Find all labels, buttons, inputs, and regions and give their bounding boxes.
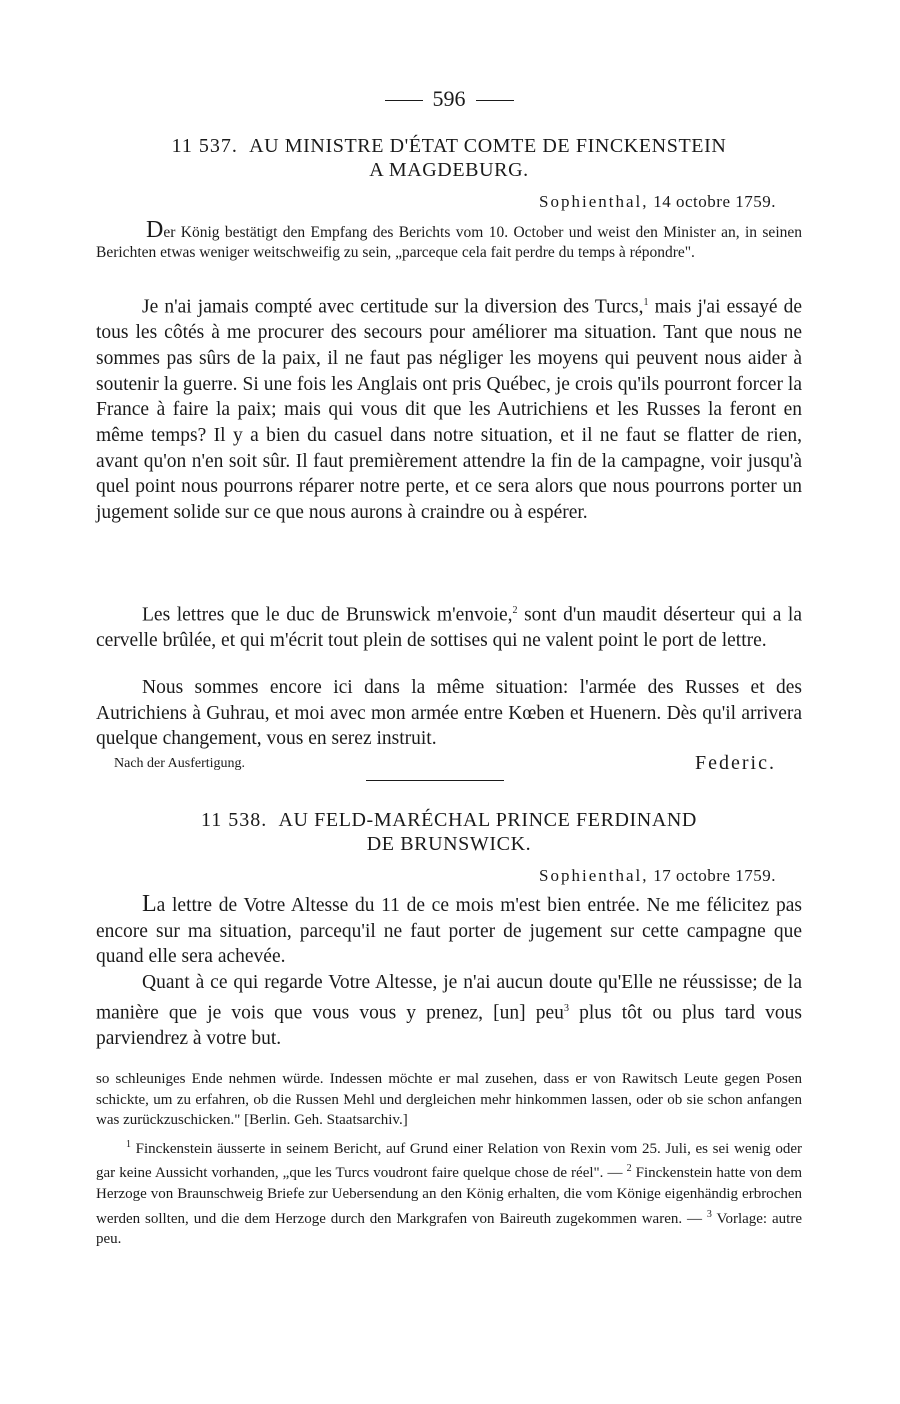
letter-2-paragraph-1-text: a lettre de Votre Altesse du 11 de ce mois m'est bien entrée. Ne me félicitez pas encore sur ma situation, parcequ'il ne faut porter de jugement sur cette campagne que quand elle sera achevée. [96, 895, 802, 968]
letter-1-summary-text: er König bestätigt den Empfang des Berichts vom 10. October und weist den Minister an, in seinen Berichten etwas weniger weitschweifig zu sein, „parceque cela fait perdre du temps à répondre". [96, 224, 802, 261]
letter-2-title-line1: AU FELD-MARÉCHAL PRINCE FERDINAND [278, 809, 697, 831]
letter-1-heading [96, 134, 802, 182]
letter-1-summary-initial: D [146, 217, 164, 243]
letter-1-paragraph-1-b: mais j'ai essayé de tous les côtés à me procurer des secours pour améliorer ma situation. Tant que nous ne sommes pas sûrs de la paix, il ne faut pas négliger les moyens qui peuvent nous aider à soutenir la guerre. Si une fois les Anglais ont pris Québec, je crois qu'ils pourront forcer la France à faire la paix; mais qui vous dit que les Autrichiens et les Russes la feront en même temps? Il y a bien du casuel dans notre situation, et il ne faut se flatter de rien, avant qu'on n'en soit sûr. Il faut premièrement attendre la fin de la campagne, voir jusqu'à quel point nous pourrons réparer notre perte, et ce sera alors que nous pourrons porter un jugement solide sur ce que nous aurons à craindre ou à espérer. [96, 296, 802, 524]
footnote-3-mark: 3 [706, 1208, 712, 1220]
letter-2-paragraph-2-a: Quant à ce qui regarde Votre Altesse, je n'ai aucun doute qu'Elle ne réussisse; de la manière que je vois que vous vous y prenez, [un] peu [96, 972, 802, 1024]
letter-1-paragraph-3: Nous sommes encore ici dans la même situation: l'armée des Russes et des Autrichiens à Guhrau, et moi avec mon armée entre Kœben et Huenern. Dès qu'il arrivera quelque changement, vous en serez instruit. [96, 677, 802, 750]
letter-2-paragraph-1 [96, 892, 802, 970]
letter-1-date: 14 octobre 1759. [653, 192, 776, 211]
letter-2-place: Sophienthal, [539, 866, 649, 885]
letter-2-paragraph-2 [96, 970, 802, 1052]
footnote-continuation: so schleuniges Ende nehmen würde. Indessen möchte er mal zusehen, dass er von Rawitsch Leute gegen Posen schickte, um zu erfahren, ob die Russen Mehl und dergleichen mehr hinkommen lassen, oder ob sie schon anfangen was zurückzuschicken." [Berlin. Geh. Staatsarchiv.] [96, 1071, 802, 1129]
letter-1-title-line1: AU MINISTRE D'ÉTAT COMTE DE FINCKENSTEIN [249, 135, 727, 157]
letter-1-paragraph-1-a: Je n'ai jamais compté avec certitude sur la diversion des Turcs, [142, 296, 644, 318]
footnote-1-text: Finckenstein äusserte in seinem Bericht, auf Grund einer Relation von Rexin vom 25. Juli, es sei wenig oder gar keine Aussicht vorhanden, „que les Turcs voudront faire quelque chose de réel". — [96, 1140, 802, 1182]
letter-1-title-line2: A MAGDEBURG. [369, 159, 529, 181]
dash-left [385, 100, 423, 101]
letter-2-number: 11 538. [201, 809, 268, 831]
footnote-ref-3: 3 [563, 1002, 569, 1014]
letter-2-initial: L [142, 891, 157, 917]
footnote-1-mark: 1 [126, 1138, 131, 1150]
footnote-ref-2: 2 [512, 605, 518, 616]
footnotes-block [96, 1135, 802, 1250]
letter-2-title-line2: DE BRUNSWICK. [366, 833, 532, 855]
letter-1-closing [96, 752, 802, 776]
footnote-2-text: Finckenstein hatte von dem Herzoge von Braunschweig Briefe zur Uebersendung an den König erhalten, die vom Könige eigenhändig erbrochen werden sollten, und die dem Herzoge durch den Markgrafen von Baireuth zugekommen waren. — [96, 1165, 802, 1227]
letter-1-number: 11 537. [171, 135, 238, 157]
letter-2-heading [96, 808, 802, 856]
signature: Federic. [695, 752, 776, 774]
footnote-ref-1: 1 [643, 297, 649, 308]
letter-2-paragraph-2-b: plus tôt ou plus tard vous parviendrez à votre but. [96, 1002, 802, 1049]
letter-1-summary [96, 217, 802, 263]
letter-1-paragraph-1 [96, 290, 802, 526]
source-note: Nach der Ausfertigung. [114, 756, 246, 771]
letter-1-paragraph-2-b: sont d'un maudit déserteur qui a la cervelle brûlée, et qui m'écrit tout plein de sottises qui ne valent point le port de lettre. [96, 604, 802, 652]
letter-1-place: Sophienthal, [539, 192, 649, 211]
footnote-3-text: Vorlage: autre peu. [96, 1210, 802, 1248]
letter-2-dateline [539, 866, 776, 886]
letter-1-paragraph-2 [96, 598, 802, 654]
footnote-2-mark: 2 [626, 1163, 632, 1175]
page-number [96, 86, 802, 112]
dash-right [476, 100, 514, 101]
letter-1-dateline [539, 192, 776, 212]
letter-1-paragraph-2-a: Les lettres que le duc de Brunswick m'envoie, [142, 604, 513, 626]
footnotes [96, 1069, 802, 1250]
letter-separator [366, 780, 504, 781]
page-number-text: 596 [432, 86, 466, 111]
letter-2-date: 17 octobre 1759. [653, 866, 776, 885]
